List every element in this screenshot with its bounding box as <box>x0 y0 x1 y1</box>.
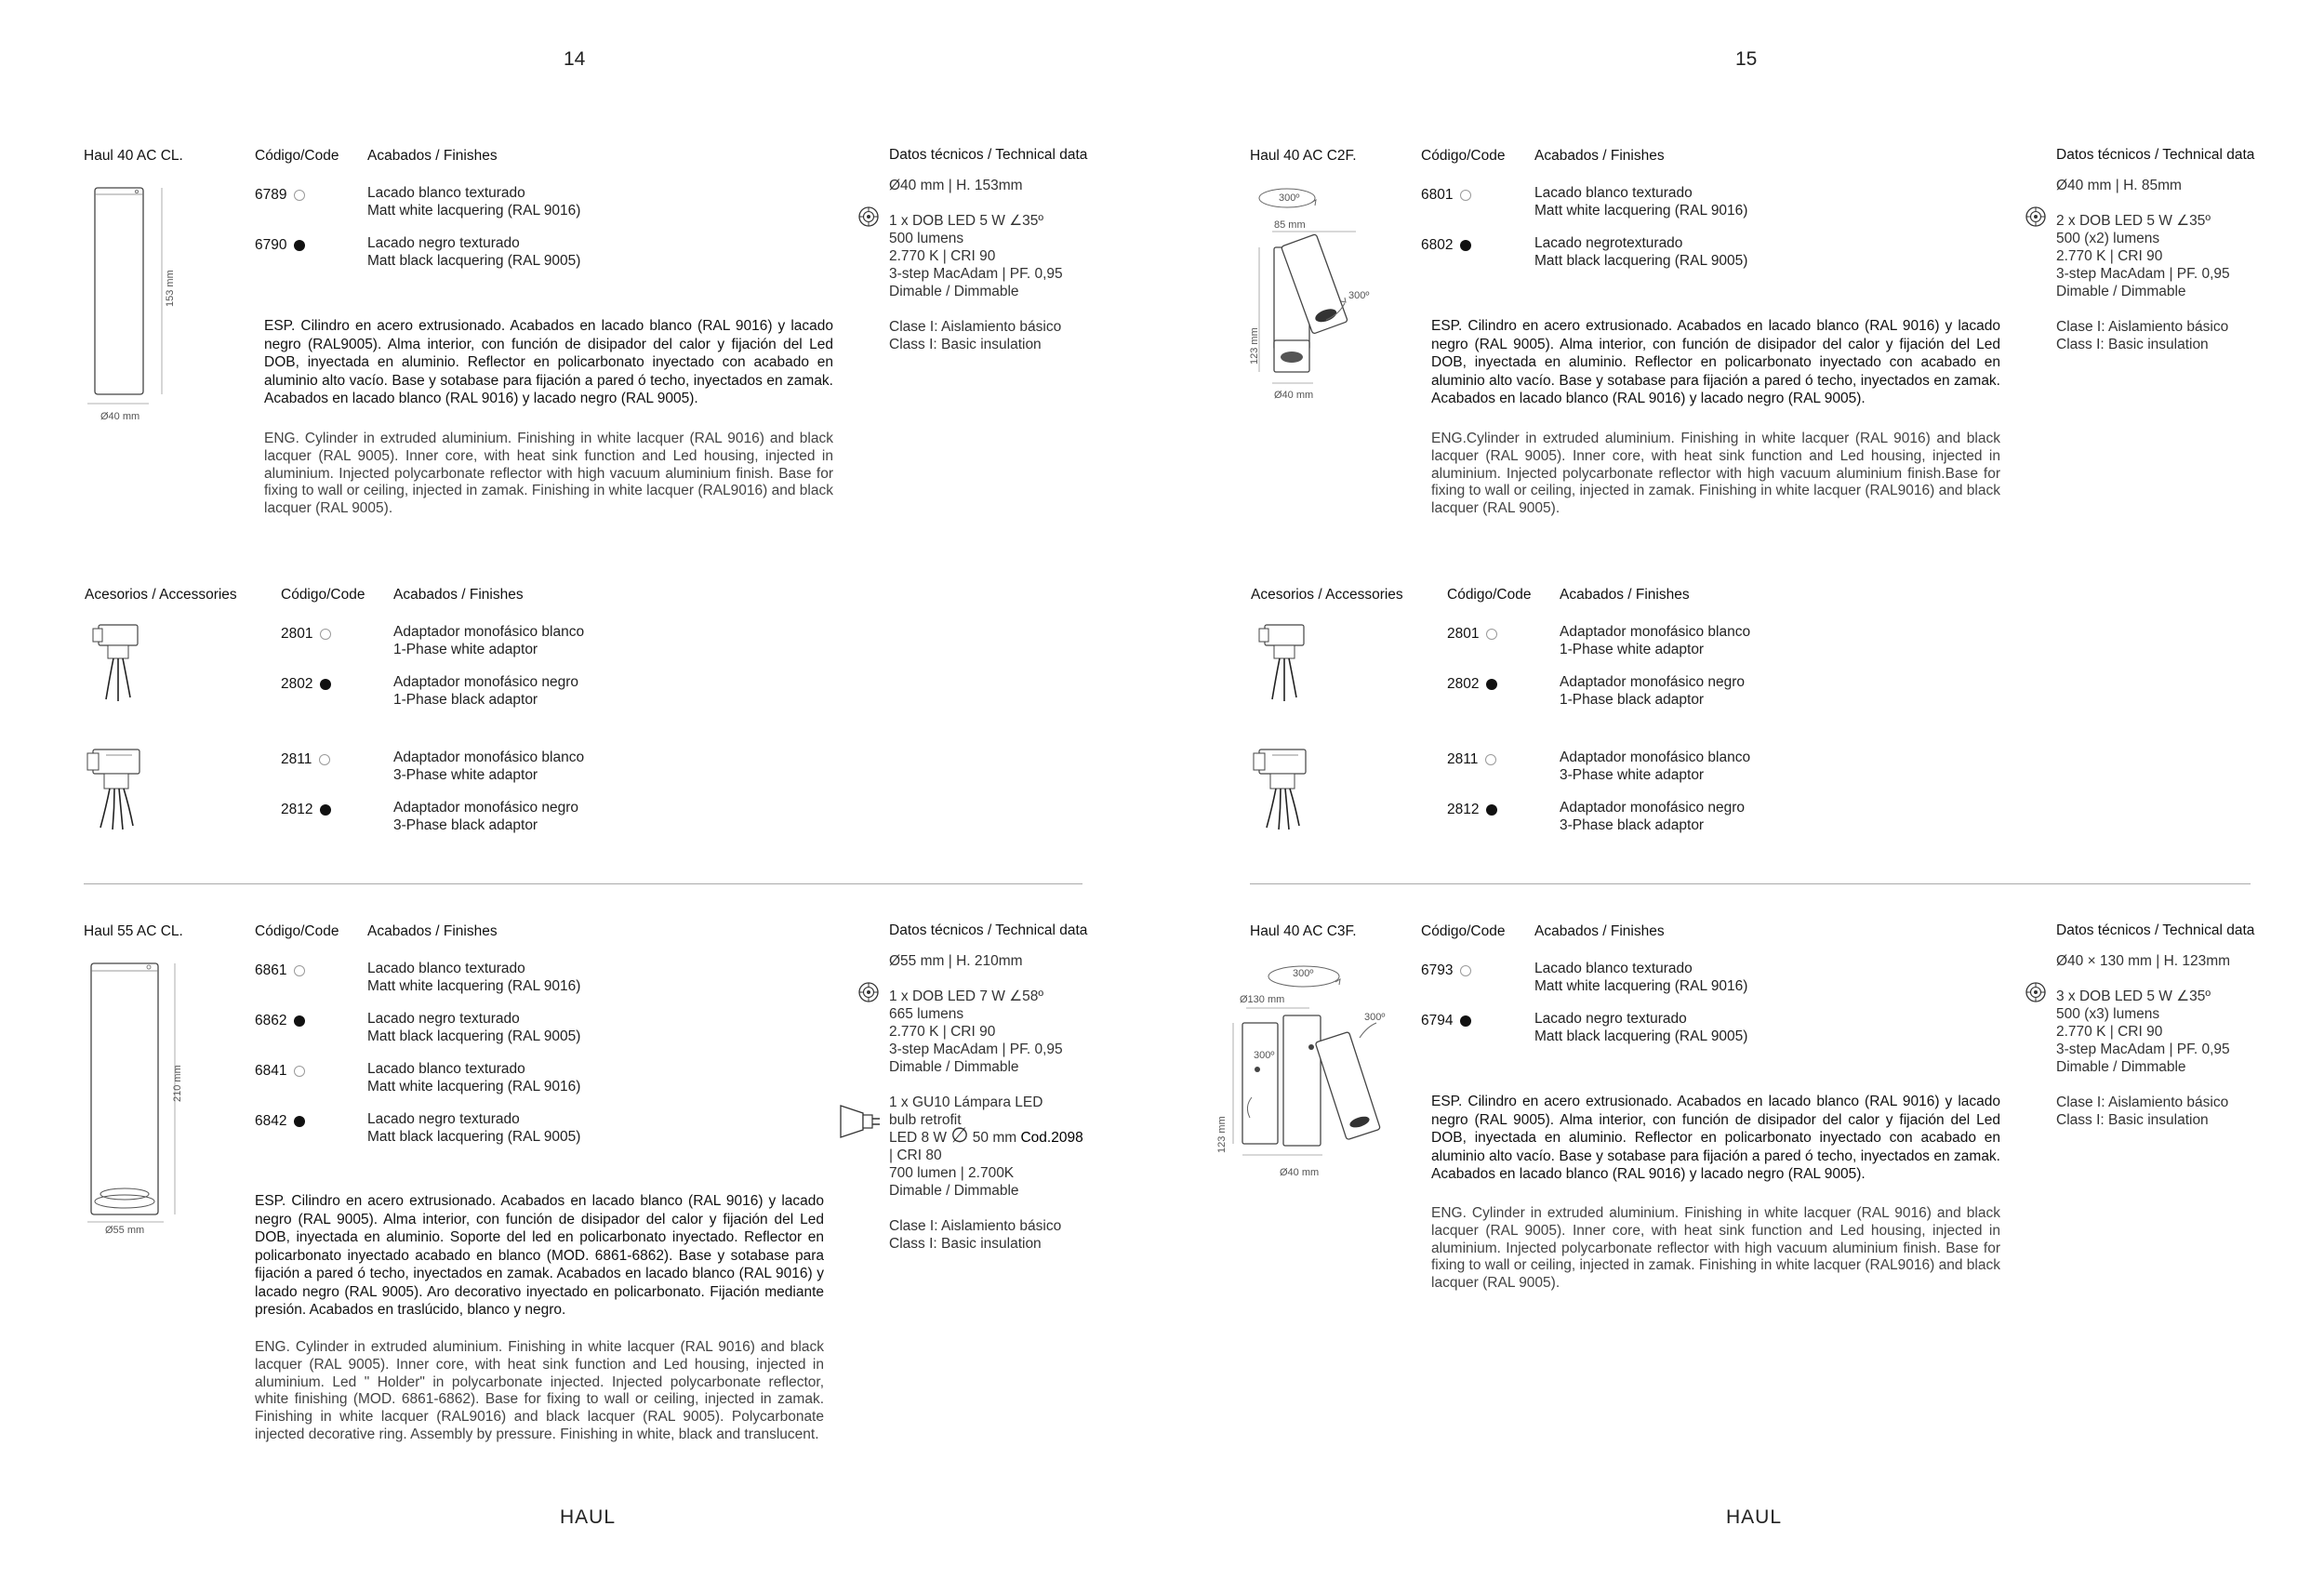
gu10-code: Cod.2098 <box>1020 1130 1083 1146</box>
variant-finish <box>367 185 580 219</box>
tech-data <box>2056 177 2230 353</box>
finish-en: Matt black lacquering (RAL 9005) <box>367 1028 581 1044</box>
finish-en: 3-Phase black adaptor <box>393 816 538 833</box>
finish-en: Matt black lacquering (RAL 9005) <box>367 1128 581 1145</box>
description-es: ESP. Cilindro en acero extrusionado. Acabados en lacado blanco (RAL 9016) y lacado negro (RAL 9005). Alma interior, con función de disipador del calor y fijación del Led DOB, inyectada en aluminio. Reflector en policarbonato inyectado con acabado en aluminio alto vacío. Base y sotabase para fijación a pared ó techo, inyectados en zamak. Acabados en lacado blanco (RAL 9016) y lacado negro (RAL 9005). <box>1431 318 2000 406</box>
tech-dimensions: Ø40 × 130 mm | H. 123mm <box>2056 953 2231 969</box>
adaptor-1phase-drawing <box>89 619 149 707</box>
finish-es: Adaptador monofásico negro <box>393 800 579 816</box>
gu10-diameter: 50 mm <box>968 1130 1021 1146</box>
finish-es: Adaptador monofásico negro <box>393 674 579 690</box>
finish-es: Lacado blanco texturado <box>1534 185 1693 201</box>
tech-lumens: 500 lumens <box>889 231 964 246</box>
finish-en: Matt black lacquering (RAL 9005) <box>367 252 581 269</box>
white-finish-swatch <box>294 190 305 201</box>
tech-macadam: 3-step MacAdam | PF. 0,95 <box>2056 266 2230 282</box>
tech-dimmable: Dimable / Dimmable <box>2056 284 2186 299</box>
tech-macadam: 3-step MacAdam | PF. 0,95 <box>889 266 1063 282</box>
finish-en: Matt white lacquering (RAL 9016) <box>367 977 581 994</box>
finishes-header: Acabados / Finishes <box>1560 587 1690 603</box>
product-name: Haul 40 AC CL. <box>84 148 183 164</box>
description-es: ESP. Cilindro en acero extrusionado. Acabados en lacado blanco (RAL 9016) y lacado negro (RAL9005). Alma interior, con función de disipador del calor y fijación del Led DOB, inyectada en aluminio. Reflector en policarbonato inyectado con acabado en aluminio alto vacío. Base y sotabase para fijación a pared ó techo, inyectados en zamak. Acabados en lacado blanco (RAL 9016) y lacado negro (RAL 9005). <box>264 318 833 406</box>
description-en: ENG. Cylinder in extruded aluminium. Finishing in white lacquer (RAL 9016) and black lacquer (RAL 9005). Inner core, with heat sink function and Led housing, injected in aluminium. Injected polycarbonate reflector with high vacuum aluminium finish. Base for fixing to wall or ceiling, injected in zamak. Finishing in white lacquer (RAL9016) and black lacquer (RAL 9005). <box>264 431 833 517</box>
accessory-finish <box>393 800 578 834</box>
finish-en: 3-Phase white adaptor <box>393 766 538 783</box>
tech-header: Datos técnicos / Technical data <box>889 922 1088 938</box>
code-value: 2801 <box>281 626 313 642</box>
dimension-diameter: Ø40 mm <box>100 411 140 422</box>
code-value: 2812 <box>281 802 313 817</box>
finish-es: Lacado blanco texturado <box>1534 961 1693 976</box>
accessory-finish <box>393 624 584 658</box>
rotation-label: 300º <box>1293 968 1314 979</box>
code-value: 6802 <box>1421 237 1454 253</box>
tech-led: 2 x DOB LED 5 W ∠35º <box>2056 213 2211 229</box>
black-finish-swatch <box>1460 1015 1471 1027</box>
code-value: 6789 <box>255 187 287 203</box>
variant-code <box>1421 237 1471 254</box>
accessory-code <box>281 676 331 693</box>
finish-en: Matt white lacquering (RAL 9016) <box>1534 202 1748 219</box>
accessory-finish <box>1560 674 1745 709</box>
led-chip-icon <box>2025 206 2047 228</box>
product-drawing-triple-spot <box>1209 958 1414 1172</box>
accessory-code <box>281 626 331 643</box>
tech-dimmable: Dimable / Dimmable <box>889 1059 1019 1075</box>
white-finish-swatch <box>1460 965 1471 976</box>
gu10-power <box>889 1123 1083 1147</box>
code-value: 6861 <box>255 962 287 978</box>
gu10-dimmable: Dimable / Dimmable <box>889 1183 1019 1199</box>
accessory-code <box>1447 802 1497 818</box>
variant-finish <box>1534 1011 1747 1045</box>
tech-macadam: 3-step MacAdam | PF. 0,95 <box>889 1042 1063 1057</box>
black-finish-swatch <box>294 1116 305 1127</box>
code-value: 2801 <box>1447 626 1480 642</box>
finish-es: Lacado negro texturado <box>367 235 520 251</box>
variant-code <box>1421 187 1471 204</box>
dimension-top: 85 mm <box>1274 219 1306 231</box>
product-drawing-double-spot <box>1246 182 1376 396</box>
variant-code <box>255 1063 305 1080</box>
tech-led: 1 x DOB LED 7 W ∠58º <box>889 989 1043 1004</box>
variant-finish <box>367 1011 580 1045</box>
variant-code <box>255 1113 305 1130</box>
page-number-right: 15 <box>1735 48 1758 70</box>
tech-header: Datos técnicos / Technical data <box>889 147 1088 163</box>
accessories-header: Acesorios / Accessories <box>85 587 237 603</box>
accessory-finish <box>1560 800 1745 834</box>
product-name: Haul 40 AC C2F. <box>1250 148 1357 164</box>
tech-color-temp: 2.770 K | CRI 90 <box>889 248 996 264</box>
white-finish-swatch <box>320 629 331 640</box>
gu10-watts: LED 8 W <box>889 1130 951 1146</box>
tech-dimmable: Dimable / Dimmable <box>2056 1059 2186 1075</box>
rotation-label: 300º <box>1254 1050 1275 1061</box>
variant-code <box>255 962 305 979</box>
code-header: Código/Code <box>281 587 365 603</box>
tech-header: Datos técnicos / Technical data <box>2056 147 2255 163</box>
tech-color-temp: 2.770 K | CRI 90 <box>889 1024 996 1040</box>
tech-color-temp: 2.770 K | CRI 90 <box>2056 248 2163 264</box>
finish-en: 1-Phase white adaptor <box>1560 641 1705 657</box>
product-name: Haul 40 AC C3F. <box>1250 923 1357 939</box>
page-number-left: 14 <box>564 48 586 70</box>
white-finish-swatch <box>1485 754 1496 765</box>
finishes-header: Acabados / Finishes <box>1534 148 1665 164</box>
rotation-label: 300º <box>1364 1012 1386 1023</box>
variant-code <box>1421 962 1471 979</box>
variant-finish <box>367 1061 580 1095</box>
gu10-lamp: 1 x GU10 Lámpara LED <box>889 1095 1043 1110</box>
code-value: 6790 <box>255 237 287 253</box>
code-header: Código/Code <box>1421 923 1506 939</box>
tech-class-es: Clase I: Aislamiento básico <box>2056 1095 2229 1110</box>
accessory-finish <box>1560 624 1750 658</box>
finish-en: Matt black lacquering (RAL 9005) <box>1534 252 1748 269</box>
dimension-top: Ø130 mm <box>1240 994 1285 1005</box>
black-finish-swatch <box>1460 240 1471 251</box>
product-drawing-cylinder <box>86 182 160 405</box>
tech-color-temp: 2.770 K | CRI 90 <box>2056 1024 2163 1040</box>
tech-lumens: 665 lumens <box>889 1006 964 1022</box>
tech-dimensions: Ø40 mm | H. 153mm <box>889 178 1023 193</box>
code-value: 6841 <box>255 1063 287 1079</box>
code-value: 6801 <box>1421 187 1454 203</box>
black-finish-swatch <box>1486 679 1497 690</box>
tech-dimensions: Ø55 mm | H. 210mm <box>889 953 1023 969</box>
tech-class-en: Class I: Basic insulation <box>889 337 1042 352</box>
tech-class-en: Class I: Basic insulation <box>889 1236 1042 1252</box>
rotation-label: 300º <box>1279 192 1300 204</box>
tech-led: 1 x DOB LED 5 W ∠35º <box>889 213 1043 229</box>
code-value: 2802 <box>281 676 313 692</box>
tech-data <box>889 177 1063 353</box>
finish-es: Adaptador monofásico blanco <box>393 624 585 640</box>
finish-es: Adaptador monofásico blanco <box>1560 624 1751 640</box>
tech-dimensions: Ø40 mm | H. 85mm <box>2056 178 2182 193</box>
description-en: ENG.Cylinder in extruded aluminium. Finishing in white lacquer (RAL 9016) and black lacquer (RAL 9005). Inner core, with heat sink function and Led housing, injected in aluminium. Injected polycarbonate reflector with high vacuum aluminium finish.Base for fixing to wall or ceiling, injected in zamak. Finishing in white lacquer (RAL9016) and black lacquer (RAL 9005). <box>1431 431 2000 517</box>
accessories-header: Acesorios / Accessories <box>1251 587 1403 603</box>
variant-finish <box>367 235 580 270</box>
tech-class-es: Clase I: Aislamiento básico <box>2056 319 2229 335</box>
finish-es: Adaptador monofásico negro <box>1560 674 1746 690</box>
white-finish-swatch <box>319 754 330 765</box>
black-finish-swatch <box>320 679 331 690</box>
code-header: Código/Code <box>255 148 339 164</box>
accessory-code <box>1447 676 1497 693</box>
finish-es: Lacado blanco texturado <box>367 1061 525 1077</box>
led-chip-icon <box>2025 981 2047 1003</box>
finish-es: Lacado negro texturado <box>1534 1011 1687 1027</box>
tech-class-en: Class I: Basic insulation <box>2056 1112 2209 1128</box>
accessory-code <box>281 802 331 818</box>
description-es: ESP. Cilindro en acero extrusionado. Acabados en lacado blanco (RAL 9016) y lacado negro (RAL 9005). Alma interior, con función de disipador del calor y fijación del Led DOB, inyectada en aluminio. Reflector en policarbonato inyectado con acabado en aluminio alto vacío. Base y sotabase para fijación a pared ó techo, inyectados en zamak. Acabados en lacado blanco (RAL 9016) y lacado negro (RAL 9005). <box>1431 1094 2000 1182</box>
finish-en: 3-Phase black adaptor <box>1560 816 1705 833</box>
finishes-header: Acabados / Finishes <box>367 148 498 164</box>
variant-code <box>1421 1013 1471 1029</box>
led-chip-icon <box>857 206 880 228</box>
finish-es: Adaptador monofásico blanco <box>393 750 585 765</box>
finish-es: Lacado blanco texturado <box>367 961 525 976</box>
tech-header: Datos técnicos / Technical data <box>2056 922 2255 938</box>
tech-data <box>889 952 1083 1253</box>
rotation-label: 300º <box>1348 290 1370 301</box>
product-drawing-cylinder <box>84 958 186 1227</box>
variant-finish <box>1534 185 1747 219</box>
adaptor-1phase-drawing <box>1255 619 1315 707</box>
black-finish-swatch <box>294 240 305 251</box>
code-value: 6842 <box>255 1113 287 1129</box>
tech-led: 3 x DOB LED 5 W ∠35º <box>2056 989 2211 1004</box>
accessory-finish <box>393 674 578 709</box>
accessory-finish <box>1560 750 1750 784</box>
tech-dimmable: Dimable / Dimmable <box>889 284 1019 299</box>
white-finish-swatch <box>1460 190 1471 201</box>
dimension-height: 153 mm <box>165 270 176 307</box>
description-en: ENG. Cylinder in extruded aluminium. Finishing in white lacquer (RAL 9016) and black lacquer (RAL 9005). Inner core, with heat sink function and Led housing, injected in aluminium. Led " Holder" in polycarbonate injected. Injected polycarbonate reflector, white finishing (MOD. 6861-6862). Base for fixing to wall or ceiling, injected in zamak. Finishing in white lacquer (RAL9016) and black lacquer (RAL 9005). Polycarbonate injected decorative ring. Assembly by pressure. Finishing in white, black and translucent. <box>255 1339 824 1442</box>
product-name: Haul 55 AC CL. <box>84 923 183 939</box>
dimension-height: 123 mm <box>1216 1116 1228 1153</box>
variant-finish <box>367 1111 580 1146</box>
tech-lumens: 500 (x3) lumens <box>2056 1006 2160 1022</box>
finish-en: Matt white lacquering (RAL 9016) <box>367 1078 581 1095</box>
accessory-code <box>281 751 330 768</box>
gu10-cri: | CRI 80 <box>889 1148 942 1163</box>
white-finish-swatch <box>294 1066 305 1077</box>
finishes-header: Acabados / Finishes <box>1534 923 1665 939</box>
tech-class-es: Clase I: Aislamiento básico <box>889 319 1062 335</box>
led-chip-icon <box>857 981 880 1003</box>
finish-en: 1-Phase black adaptor <box>1560 691 1705 708</box>
accessory-code <box>1447 751 1496 768</box>
code-value: 6862 <box>255 1013 287 1028</box>
code-value: 6793 <box>1421 962 1454 978</box>
black-finish-swatch <box>1486 804 1497 816</box>
finish-es: Lacado blanco texturado <box>367 185 525 201</box>
tech-data <box>2056 952 2230 1129</box>
code-header: Código/Code <box>255 923 339 939</box>
code-value: 2811 <box>281 751 312 767</box>
finish-es: Lacado negro texturado <box>367 1111 520 1127</box>
adaptor-3phase-drawing <box>1252 744 1317 837</box>
finish-es: Lacado negro texturado <box>367 1011 520 1027</box>
finish-es: Adaptador monofásico blanco <box>1560 750 1751 765</box>
accessory-code <box>1447 626 1497 643</box>
adaptor-3phase-drawing <box>86 744 151 837</box>
section-divider-right <box>1250 883 2251 884</box>
accessory-finish <box>393 750 584 784</box>
finish-en: 1-Phase white adaptor <box>393 641 538 657</box>
code-header: Código/Code <box>1421 148 1506 164</box>
variant-code <box>255 1013 305 1029</box>
gu10-bulb: bulb retrofit <box>889 1112 962 1128</box>
dimension-diameter: Ø40 mm <box>1274 390 1314 401</box>
code-header: Código/Code <box>1447 587 1532 603</box>
code-value: 2811 <box>1447 751 1479 767</box>
finish-en: 3-Phase white adaptor <box>1560 766 1705 783</box>
finish-en: Matt white lacquering (RAL 9016) <box>367 202 581 219</box>
gu10-bulb-icon <box>839 1100 882 1143</box>
dimension-diameter: Ø40 mm <box>1280 1167 1320 1178</box>
black-finish-swatch <box>294 1015 305 1027</box>
finishes-header: Acabados / Finishes <box>367 923 498 939</box>
finish-en: 1-Phase black adaptor <box>393 691 538 708</box>
description-es: ESP. Cilindro en acero extrusionado. Acabados en lacado blanco (RAL 9016) y lacado negro (RAL 9005). Alma interior, con función de disipador del calor y fijación del Led DOB, inyectada en aluminio. Soporte del led en policarbonato inyectado. Reflector en policarbonato inyectado acabado en blanco (MOD. 6861-6862). Base y sotabase para fijación a pared ó techo, inyectados en zamak. Acabados en lacado blanco (RAL 9016) y lacado negro (RAL 9005). Aro decorativo inyectado en policarbonato. Fijación mediante presión. Acabados en traslúcido, blanco y negro. <box>255 1193 824 1318</box>
gu10-lumen: 700 lumen | 2.700K <box>889 1165 1015 1181</box>
finish-en: Matt white lacquering (RAL 9016) <box>1534 977 1748 994</box>
tech-class-en: Class I: Basic insulation <box>2056 337 2209 352</box>
variant-finish <box>367 961 580 995</box>
tech-macadam: 3-step MacAdam | PF. 0,95 <box>2056 1042 2230 1057</box>
description-en: ENG. Cylinder in extruded aluminium. Finishing in white lacquer (RAL 9016) and black lacquer (RAL 9005). Inner core, with heat sink function and Led housing, injected in aluminium. Injected polycarbonate reflector with high vacuum aluminium finish. Base for fixing to wall or ceiling, injected in zamak. Finishing in white lacquer (RAL9016) and black lacquer (RAL 9005). <box>1431 1205 2000 1292</box>
code-value: 6794 <box>1421 1013 1454 1028</box>
tech-lumens: 500 (x2) lumens <box>2056 231 2160 246</box>
white-finish-swatch <box>294 965 305 976</box>
white-finish-swatch <box>1486 629 1497 640</box>
dimension-height: 210 mm <box>172 1065 183 1102</box>
finish-es: Lacado negrotexturado <box>1534 235 1683 251</box>
code-value: 2812 <box>1447 802 1480 817</box>
variant-code <box>255 187 305 204</box>
variant-code <box>255 237 305 254</box>
tech-class-es: Clase I: Aislamiento básico <box>889 1218 1062 1234</box>
footer-brand-left: HAUL <box>560 1506 617 1528</box>
finish-es: Adaptador monofásico negro <box>1560 800 1746 816</box>
variant-finish <box>1534 235 1747 270</box>
dimension-height: 123 mm <box>1249 327 1260 365</box>
finish-en: Matt black lacquering (RAL 9005) <box>1534 1028 1748 1044</box>
diameter-symbol: ∅ <box>950 1123 969 1147</box>
black-finish-swatch <box>320 804 331 816</box>
variant-finish <box>1534 961 1747 995</box>
dimension-diameter: Ø55 mm <box>105 1225 145 1236</box>
section-divider-left <box>84 883 1082 884</box>
code-value: 2802 <box>1447 676 1480 692</box>
finishes-header: Acabados / Finishes <box>393 587 524 603</box>
footer-brand-right: HAUL <box>1726 1506 1783 1528</box>
